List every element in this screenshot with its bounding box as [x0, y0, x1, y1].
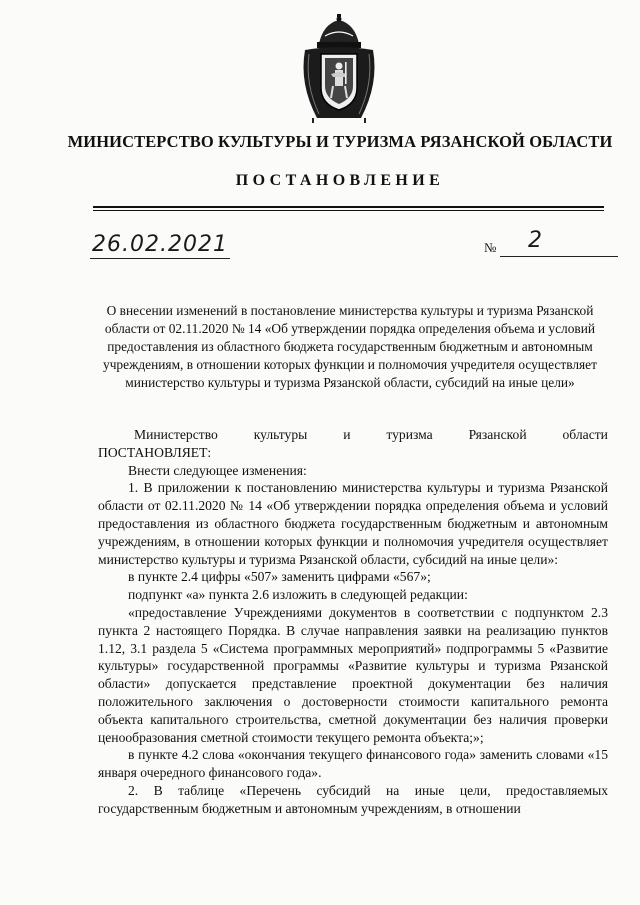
document-type-title: ПОСТАНОВЛЕНИЕ — [235, 172, 445, 189]
body-paragraph: в пункте 4.2 слова «окончания текущего финансового года» заменить словами «15 января очередного финансового года». — [98, 747, 608, 781]
body-paragraph: 1. В приложении к постановлению министерства культуры и туризма Рязанской области от 02.11.2020 № 14 «Об утверждении порядка определения объема и условий предоставления из областного бюджета государственным бюджетным и автономным учреждениям, в отношении которых функции и полномочия учредителя осуществляет министерство культуры и туризма Рязанской области, субсидий на иные цели»: — [98, 480, 608, 567]
preamble-word: культуры — [253, 427, 308, 442]
document-body — [98, 426, 608, 818]
preamble-word: области — [562, 427, 608, 442]
handwritten-date: 26.02.2021 — [92, 232, 228, 257]
ministry-name: МИНИСТЕРСТВО КУЛЬТУРЫ И ТУРИЗМА РЯЗАНСКОЙ ОБЛАСТИ — [67, 132, 613, 151]
preamble-word: Рязанской — [468, 427, 527, 442]
body-paragraph: «предоставление Учреждениями документов в соответствии с подпунктом 2.3 пункта 2 настоящего Порядка. В случае направления заявки на реализацию пунктов 1.12, 3.1 раздела 5 «Система программных мероприятий» подпрограммы 5 «Развитие культуры» государственной программы «Развитие культуры и туризма Рязанской области» допускается представление проектной документации без наличия положительного заключения о достоверности стоимости капитального ремонта объекта капитального строительства, сметной документации без наличия проверки ценообразования сметной стоимости текущего ремонта объекта;»; — [98, 604, 608, 745]
body-paragraph: 2. В таблице «Перечень субсидий на иные цели, предоставляемых государственным бюджетным и автономным учреждениям, в отношении — [98, 782, 608, 816]
preamble-word: туризма — [386, 427, 433, 442]
preamble-word: и — [343, 427, 351, 442]
preamble-line — [98, 426, 608, 444]
number-underline — [500, 256, 618, 257]
header-rule-thin — [93, 210, 604, 211]
number-label: № — [484, 240, 497, 255]
date-underline — [90, 258, 230, 259]
decree-word: ПОСТАНОВЛЯЕТ: — [98, 444, 212, 460]
preamble-word: Министерство — [134, 427, 218, 442]
body-paragraph: Внести следующее изменения: — [128, 462, 307, 478]
body-paragraph: подпункт «а» пункта 2.6 изложить в следующей редакции: — [128, 587, 468, 603]
header-rule-thick — [93, 206, 604, 208]
handwritten-number: 2 — [528, 228, 542, 253]
document-subject: О внесении изменений в постановление министерства культуры и туризма Рязанской области от 02.11.2020 № 14 «Об утверждении порядка определения объема и условий предоставления из областного бюджета государственным бюджетным и автономным учреждениям, в отношении которых функции и полномочия учредителя осуществляет министерство культуры и туризма Рязанской области, субсидий на иные цели» — [103, 303, 597, 390]
body-paragraph: в пункте 2.4 цифры «507» заменить цифрами «567»; — [128, 569, 431, 585]
ryazan-coat-of-arms-icon — [297, 14, 381, 124]
